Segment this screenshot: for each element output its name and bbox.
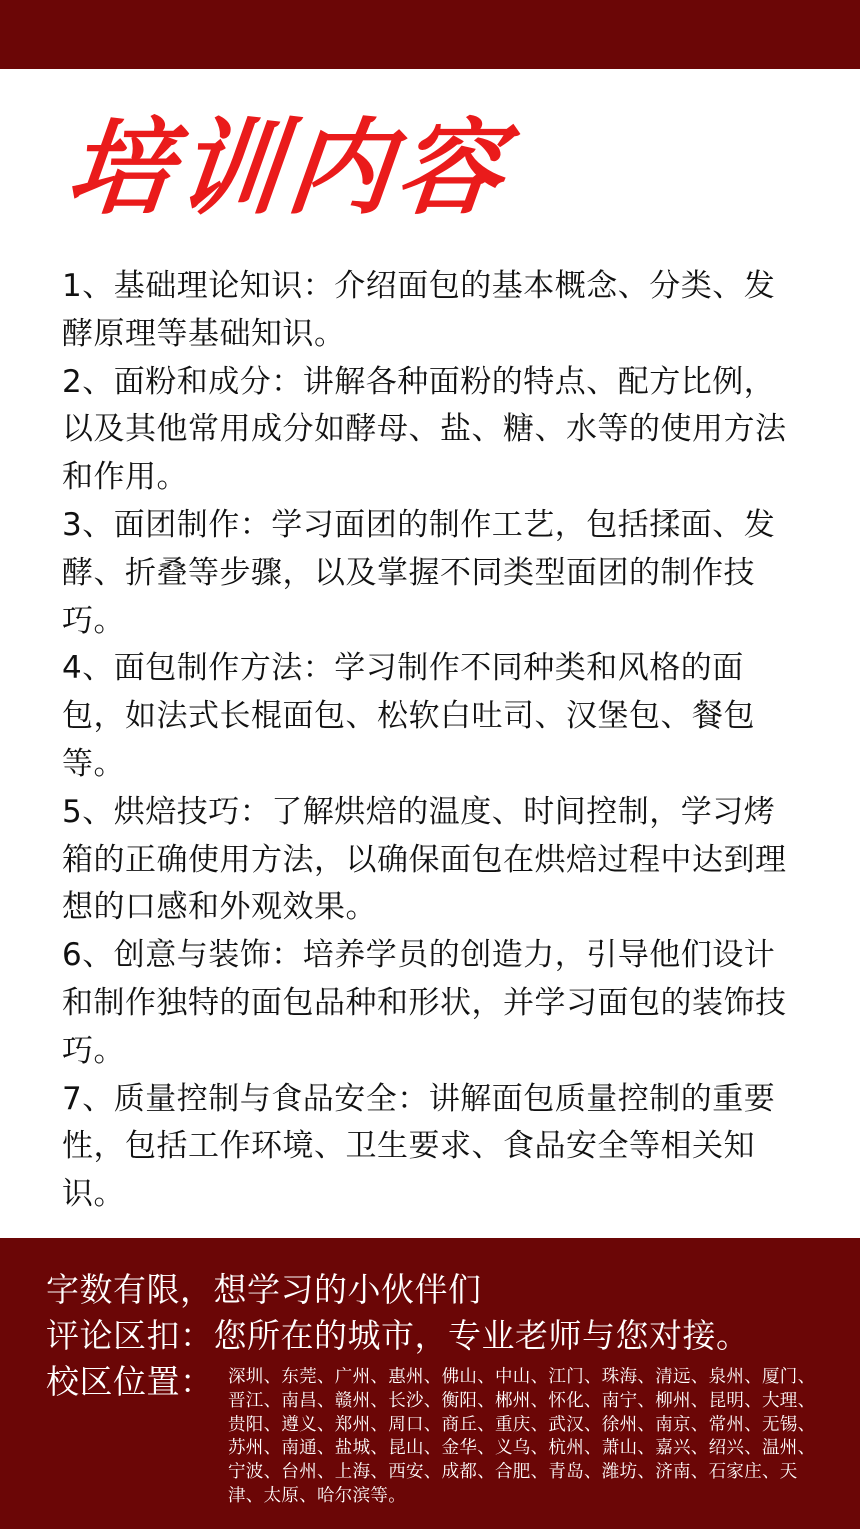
campus-location-label: 校区位置： [46, 1362, 214, 1401]
training-item-quality-safety: 7、质量控制与食品安全：讲解面包质量控制的重要性，包括工作环境、卫生要求、食品安全等相关知识。 [62, 1080, 776, 1213]
training-item-baking-skills: 5、烘焙技巧：了解烘焙的温度、时间控制，学习烤箱的正确使用方法，以确保面包在烘焙过程中达到理想的口感和外观效果。 [62, 793, 787, 926]
page-title: 培训内容 [61, 107, 515, 229]
training-item-bread-methods: 4、面包制作方法：学习制作不同种类和风格的面包，如法式长棍面包、松软白吐司、汉堡包、餐包等。 [62, 650, 755, 782]
campus-city-list: 深圳、东莞、广州、惠州、佛山、中山、江门、珠海、清远、泉州、厦门、晋江、南昌、赣州、长沙、衡阳、郴州、怀化、南宁、柳州、昆明、大理、贵阳、遵义、郑州、周口、商丘、重庆、武汉、徐州、南京、常州、无锡、苏州、南通、盐城、昆山、金华、义乌、杭州、萧山、嘉兴、绍兴、温州、宁波、台州、上海、西安、成都、合肥、青岛、潍坊、济南、石家庄、天津、太原、哈尔滨等。 [228, 1367, 816, 1506]
top-banner-band [0, 0, 860, 69]
training-item-creative-decoration: 6、创意与装饰：培养学员的创造力，引导他们设计和制作独特的面包品种和形状，并学习面包的装饰技巧。 [62, 937, 787, 1069]
training-content-list [62, 263, 802, 1219]
training-item-flour-ingredients: 2、面粉和成分：讲解各种面粉的特点、配方比例，以及其他常用成分如酵母、盐、糖、水等的使用方法和作用。 [62, 363, 787, 496]
training-item-dough-making: 3、面团制作：学习面团的制作工艺，包括揉面、发酵、折叠等步骤，以及掌握不同类型面团的制作技巧。 [62, 506, 776, 639]
promo-line-2: 评论区扣：您所在的城市，专业老师与您对接。 [46, 1316, 750, 1355]
training-item-basic-theory: 1、基础理论知识：介绍面包的基本概念、分类、发酵原理等基础知识。 [62, 268, 776, 352]
promo-panel [0, 1238, 860, 1529]
promo-line-1: 字数有限，想学习的小伙伴们 [46, 1270, 482, 1309]
